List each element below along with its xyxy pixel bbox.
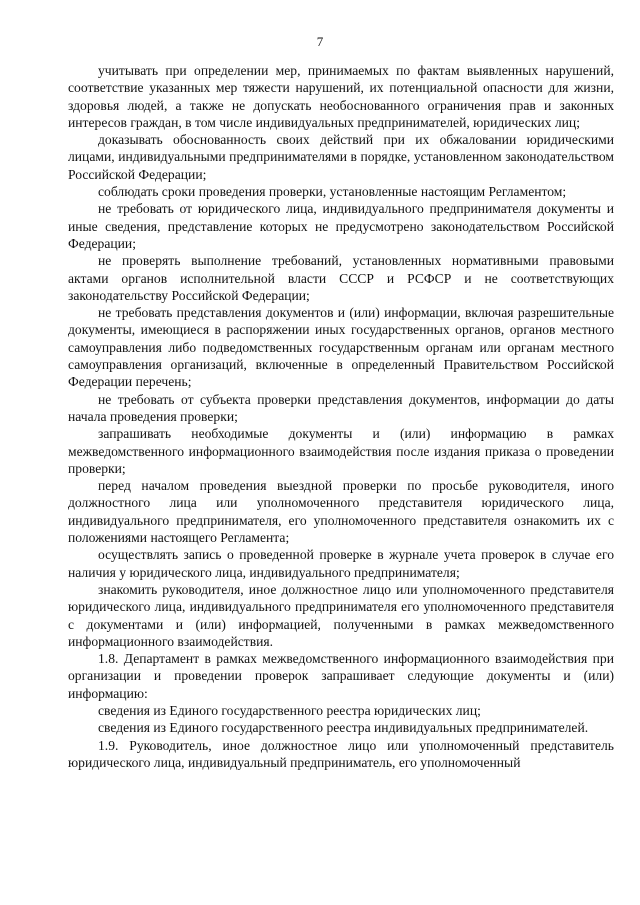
paragraph: учитывать при определении мер, принимаемых по фактам выявленных нарушений, соответствие указанных мер тяжести нарушений, их потенциальной опасности для жизни, здоровья людей, а также не допускать необоснованного ограничения прав и законных интересов граждан, в том числе индивидуальных предпринимателей, юридических лиц; [68,63,614,130]
paragraph: сведения из Единого государственного реестра юридических лиц; [98,702,481,718]
paragraph: не требовать от юридического лица, индивидуального предпринимателя документы и иные сведения, представление которых не предусмотрено законодательством Российской Федерации; [68,201,614,251]
paragraph: запрашивать необходимые документы и (или) информацию в рамках межведомственного информационного взаимодействия после издания приказа о проведении проверки; [68,426,614,476]
page-number: 7 [316,34,324,49]
paragraph: знакомить руководителя, иное должностное лицо или уполномоченного представителя юридического лица, индивидуального предпринимателя его уполномоченного представителя с документами и (или) информацией, полученными в рамках межведомственного информационного взаимодействия. [68,581,614,649]
section-paragraph: 1.8. Департамент в рамках межведомственного информационного взаимодействия при организации и проведении проверок запрашивает следующие документы и (или) информацию: [68,651,614,701]
paragraph: осуществлять запись о проведенной проверке в журнале учета проверок в случае его наличия у юридического лица, индивидуального предпринимателя; [68,547,614,580]
document-body [68,62,614,771]
paragraph: доказывать обоснованность своих действий при их обжаловании юридическими лицами, индивидуальными предпринимателями в порядке, установленном законодательством Российской Федерации; [68,132,614,182]
paragraph: соблюдать сроки проведения проверки, установленные настоящим Регламентом; [98,184,567,200]
section-paragraph: 1.9. Руководитель, иное должностное лицо или уполномоченный представитель юридического лица, индивидуальный предприниматель, его уполномоченный [68,737,614,770]
paragraph: не требовать от субъекта проверки представления документов, информации до даты начала проведения проверки; [68,391,614,424]
paragraph: не проверять выполнение требований, установленных нормативными правовыми актами органов исполнительной власти СССР и РСФСР и не соответствующих законодательству Российской Федерации; [68,253,614,303]
paragraph: перед началом проведения выездной проверки по просьбе руководителя, иного должностного лица или уполномоченного представителя юридического лица, индивидуального предпринимателя, его уполномоченного представителя ознакомить их с положениями настоящего Регламента; [68,478,614,546]
paragraph: сведения из Единого государственного реестра индивидуальных предпринимателей. [98,720,589,736]
paragraph: не требовать представления документов и (или) информации, включая разрешительные документы, имеющиеся в распоряжении иных государственных органов, органов местного самоуправления либо подведомственных государственным органам или органам местного самоуправления организаций, включенные в определенный Правительством Российской Федерации перечень; [68,305,614,390]
